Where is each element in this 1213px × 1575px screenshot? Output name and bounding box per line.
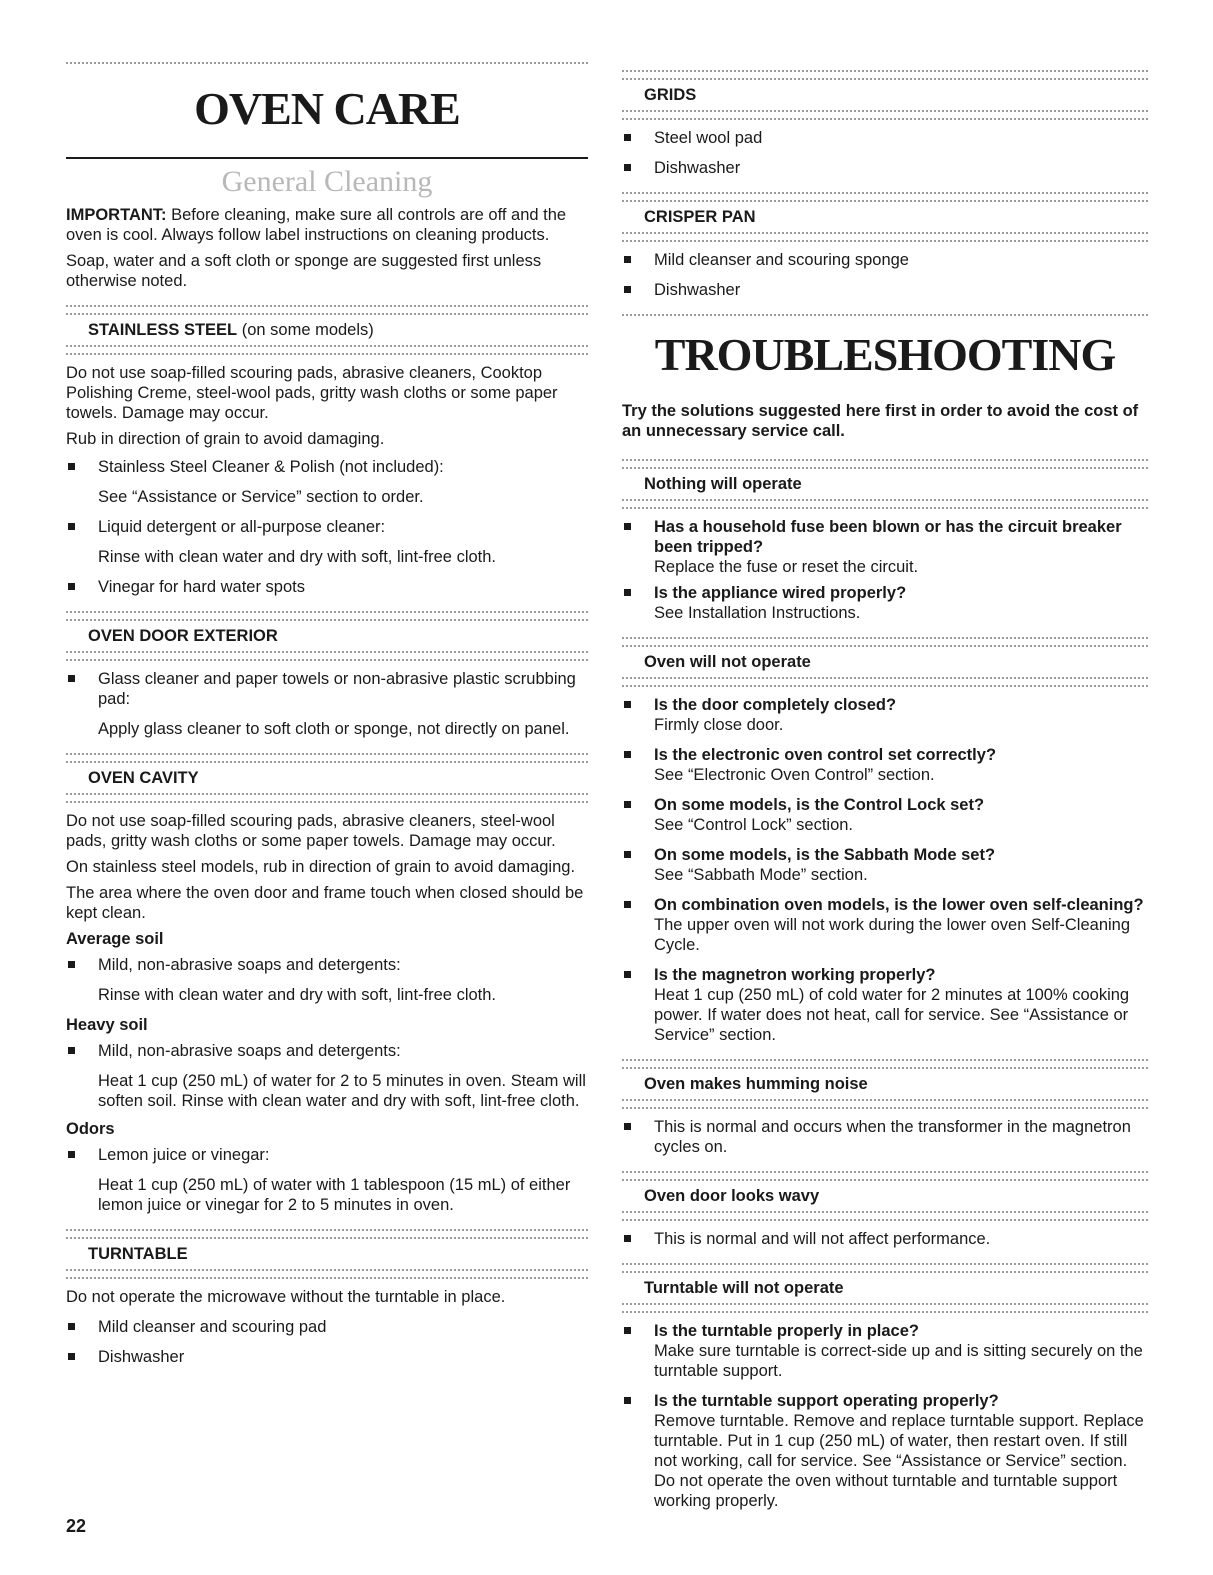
- divider: [66, 1229, 588, 1239]
- divider: [622, 232, 1148, 242]
- answer: Firmly close door.: [654, 716, 784, 734]
- cavity-p3: The area where the oven door and frame touch when closed should be kept clean.: [66, 884, 584, 922]
- answer: Replace the fuse or reset the circuit.: [654, 558, 919, 576]
- troubleshooting-intro: Try the solutions suggested here first in order to avoid the cost of an unnecessary service call.: [622, 402, 1139, 440]
- turntable-not-operate-title: Turntable will not operate: [644, 1279, 844, 1297]
- door-wavy-title: Oven door looks wavy: [644, 1187, 820, 1205]
- question: On some models, is the Control Lock set?: [622, 795, 1148, 815]
- question: Is the appliance wired properly?: [622, 583, 1148, 603]
- list-item-detail: See “Assistance or Service” section to order.: [98, 488, 424, 506]
- turntable-care-title: TURNTABLE: [88, 1245, 188, 1263]
- divider: [622, 1171, 1148, 1181]
- divider: [622, 1099, 1148, 1109]
- turntable-not-operate-header: [622, 1263, 1148, 1313]
- odors-heading: Odors: [66, 1120, 115, 1138]
- heavy-soil-heading: Heavy soil: [66, 1016, 148, 1034]
- turntable-care-p1: Do not operate the microwave without the turntable in place.: [66, 1288, 506, 1306]
- answer: See Installation Instructions.: [654, 604, 861, 622]
- right-column: [622, 70, 1148, 1511]
- divider: [622, 1059, 1148, 1069]
- question: On some models, is the Sabbath Mode set?: [622, 845, 1148, 865]
- divider: [622, 637, 1148, 647]
- list-item-detail: Apply glass cleaner to soft cloth or sponge, not directly on panel.: [98, 720, 570, 738]
- list-item: Liquid detergent or all-purpose cleaner:: [66, 517, 588, 537]
- oven-will-not-operate-header: [622, 637, 1148, 687]
- answer: See “Sabbath Mode” section.: [654, 866, 868, 884]
- divider: [66, 62, 588, 64]
- troubleshooting-title: TROUBLESHOOTING: [654, 329, 1116, 380]
- list-item: This is normal and will not affect performance.: [622, 1229, 1148, 1249]
- stainless-steel-title: STAINLESS STEEL: [88, 321, 238, 339]
- cavity-p2: On stainless steel models, rub in direction of grain to avoid damaging.: [66, 858, 576, 876]
- question: Has a household fuse been blown or has the circuit breaker been tripped?: [622, 517, 1148, 557]
- list-item: Mild cleanser and scouring sponge: [622, 250, 1148, 270]
- oven-door-exterior-title: OVEN DOOR EXTERIOR: [88, 627, 278, 645]
- list-item: Mild, non-abrasive soaps and detergents:: [66, 955, 588, 975]
- divider: [622, 314, 1148, 316]
- left-column: [66, 62, 588, 1367]
- stainless-steel-note: (on some models): [237, 321, 374, 339]
- list-item: Mild cleanser and scouring pad: [66, 1317, 588, 1337]
- question: Is the magnetron working properly?: [622, 965, 1148, 985]
- divider: [66, 651, 588, 661]
- question: On combination oven models, is the lower oven self-cleaning?: [622, 895, 1148, 915]
- divider: [66, 611, 588, 621]
- answer: See “Electronic Oven Control” section.: [654, 766, 935, 784]
- divider: [622, 110, 1148, 120]
- divider: [66, 793, 588, 803]
- list-item: Lemon juice or vinegar:: [66, 1145, 588, 1165]
- stainless-steel-header: [66, 305, 588, 355]
- important-text: Before cleaning, make sure all controls are off and the oven is cool. Always follow label instructions on cleaning products.: [66, 206, 567, 244]
- divider: [622, 192, 1148, 202]
- divider: [622, 677, 1148, 687]
- answer: Make sure turntable is correct-side up and is sitting securely on the turntable support.: [654, 1342, 1143, 1380]
- humming-noise-header: [622, 1059, 1148, 1109]
- list-item: Dishwasher: [66, 1347, 588, 1367]
- nothing-will-operate-header: [622, 459, 1148, 509]
- list-item-detail: Heat 1 cup (250 mL) of water for 2 to 5 minutes in oven. Steam will soften soil. Rinse with clean water and dry with soft, lint-free cloth.: [98, 1072, 586, 1110]
- divider: [622, 1263, 1148, 1273]
- humming-noise-title: Oven makes humming noise: [644, 1075, 868, 1093]
- list-item: Stainless Steel Cleaner & Polish (not included):: [66, 457, 588, 477]
- nothing-will-operate-title: Nothing will operate: [644, 475, 802, 493]
- list-item: Vinegar for hard water spots: [66, 577, 588, 597]
- divider: [622, 1303, 1148, 1313]
- turntable-care-header: [66, 1229, 588, 1279]
- list-item-detail: Heat 1 cup (250 mL) of water with 1 tablespoon (15 mL) of either lemon juice or vinegar for 2 to 5 minutes in oven.: [98, 1176, 571, 1214]
- oven-will-not-operate-title: Oven will not operate: [644, 653, 811, 671]
- oven-care-title: OVEN CARE: [194, 83, 460, 134]
- grids-header: [622, 70, 1148, 120]
- important-label: IMPORTANT:: [66, 206, 167, 224]
- grids-title: GRIDS: [644, 86, 697, 104]
- list-item: Glass cleaner and paper towels or non-abrasive plastic scrubbing pad:: [66, 669, 588, 709]
- list-item: Mild, non-abrasive soaps and detergents:: [66, 1041, 588, 1061]
- list-item: Dishwasher: [622, 158, 1148, 178]
- divider: [622, 70, 1148, 80]
- list-item-detail: Rinse with clean water and dry with soft, lint-free cloth.: [98, 986, 497, 1004]
- stainless-p1: Do not use soap-filled scouring pads, abrasive cleaners, Cooktop Polishing Creme, steel-wool pads, gritty wash cloths or some paper towels. Damage may occur.: [66, 364, 558, 422]
- door-wavy-header: [622, 1171, 1148, 1221]
- stainless-p2: Rub in direction of grain to avoid damaging.: [66, 430, 385, 448]
- intro-paragraph: Soap, water and a soft cloth or sponge are suggested first unless otherwise noted.: [66, 252, 542, 290]
- page-number: 22: [66, 1516, 87, 1536]
- crisper-pan-title: CRISPER PAN: [644, 208, 756, 226]
- list-item: This is normal and occurs when the transformer in the magnetron cycles on.: [622, 1117, 1148, 1157]
- answer: Remove turntable. Remove and replace turntable support. Replace turntable. Put in 1 cup (250 mL) of water, then restart oven. If still not working, call for service. See “Assistance or Service” section. Do not operate the oven without turntable and turntable support working properly.: [654, 1412, 1144, 1510]
- cavity-p1: Do not use soap-filled scouring pads, abrasive cleaners, steel-wool pads, gritty wash cloths or some paper towels. Damage may occur.: [66, 812, 556, 850]
- divider: [66, 1269, 588, 1279]
- answer: Heat 1 cup (250 mL) of cold water for 2 minutes at 100% cooking power. If water does not heat, call for service. See “Assistance or Service” section.: [654, 986, 1130, 1044]
- divider: [622, 459, 1148, 469]
- average-soil-heading: Average soil: [66, 930, 164, 948]
- oven-door-exterior-header: [66, 611, 588, 661]
- divider: [66, 305, 588, 315]
- answer: See “Control Lock” section.: [654, 816, 854, 834]
- question: Is the electronic oven control set correctly?: [622, 745, 1148, 765]
- divider: [622, 499, 1148, 509]
- list-item: Dishwasher: [622, 280, 1148, 300]
- title-rule: [66, 157, 588, 159]
- divider: [66, 753, 588, 763]
- divider: [66, 345, 588, 355]
- question: Is the door completely closed?: [622, 695, 1148, 715]
- question: Is the turntable support operating properly?: [622, 1391, 1148, 1411]
- divider: [622, 1211, 1148, 1221]
- list-item-detail: Rinse with clean water and dry with soft, lint-free cloth.: [98, 548, 497, 566]
- general-cleaning-heading: General Cleaning: [221, 165, 433, 198]
- oven-cavity-title: OVEN CAVITY: [88, 769, 199, 787]
- list-item: Steel wool pad: [622, 128, 1148, 148]
- important-paragraph: [66, 205, 588, 245]
- question: Is the turntable properly in place?: [622, 1321, 1148, 1341]
- oven-cavity-header: [66, 753, 588, 803]
- crisper-pan-header: [622, 192, 1148, 242]
- answer: The upper oven will not work during the lower oven Self-Cleaning Cycle.: [654, 916, 1131, 954]
